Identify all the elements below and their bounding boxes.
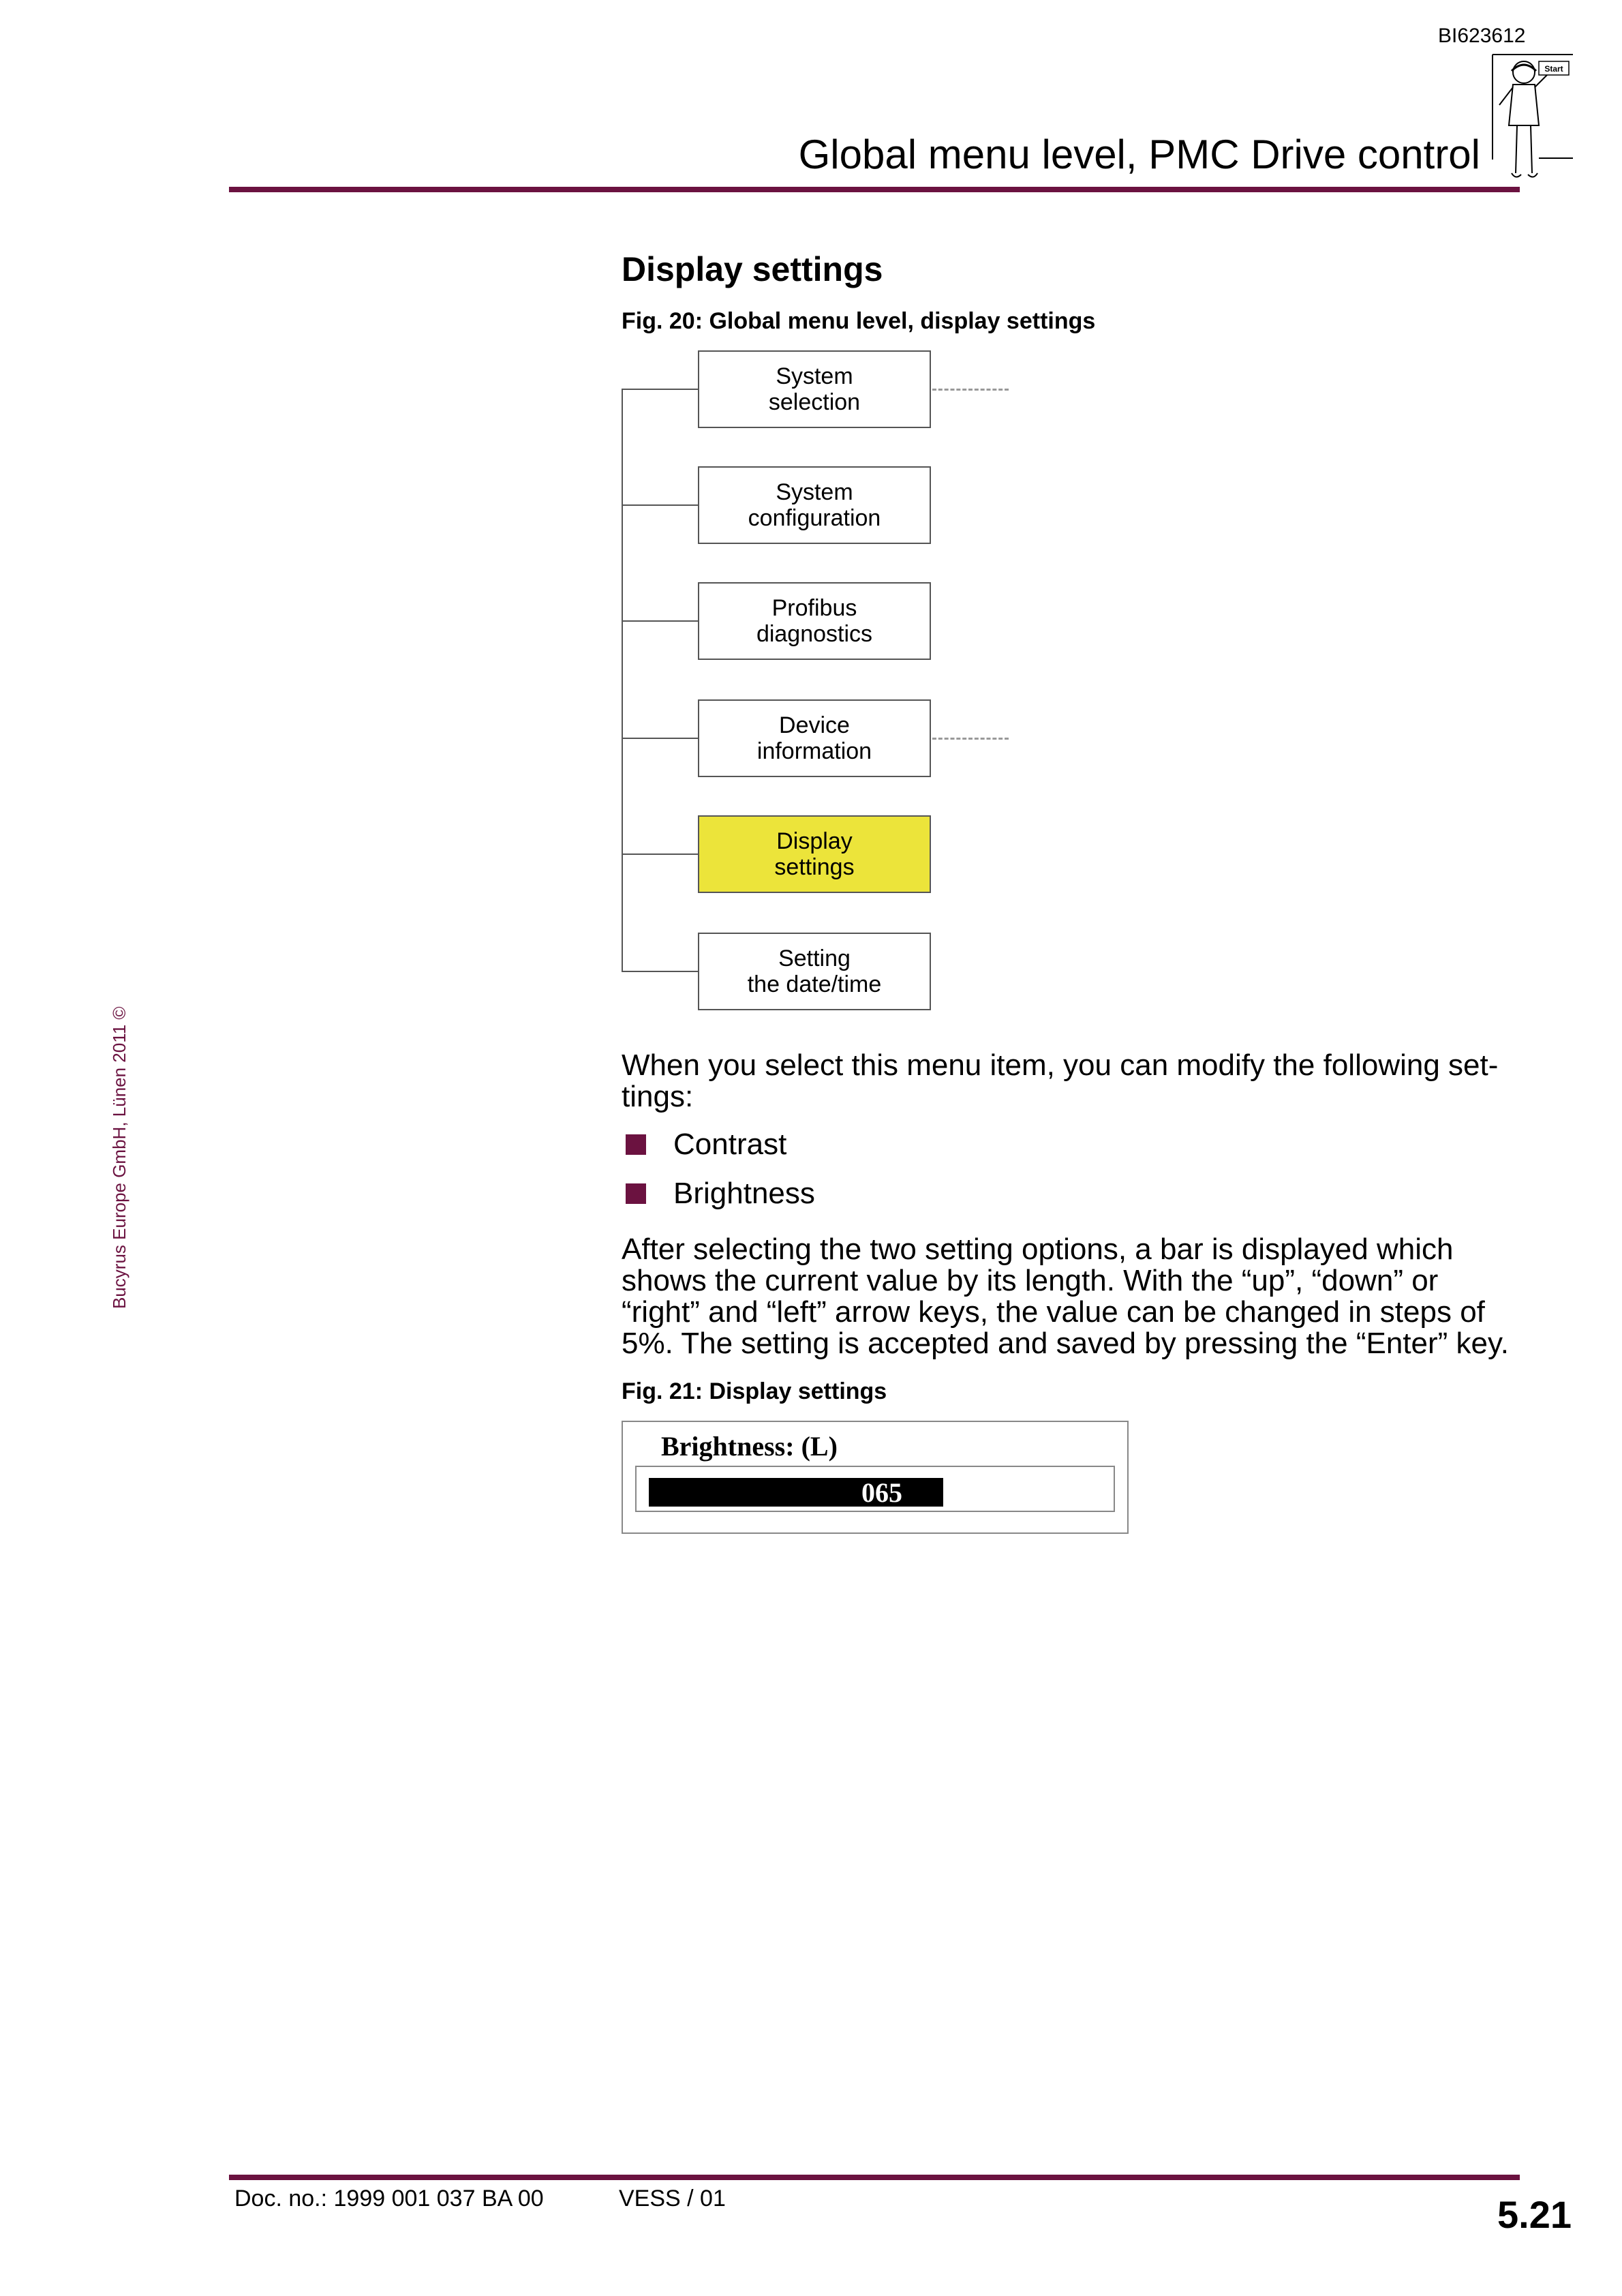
section-heading: Display settings: [622, 250, 883, 288]
tree-branch-line: [622, 389, 698, 390]
figure-21-caption: Fig. 21: Display settings: [622, 1378, 887, 1404]
footer-rule: [229, 2175, 1520, 2180]
continuation-dash: [932, 738, 1009, 740]
menu-item-device-information: [698, 699, 931, 777]
menu-item-line: Profibus: [771, 595, 857, 621]
start-figure-icon: [1491, 50, 1574, 187]
explanation-paragraph: After selecting the two setting options, a bar is displayed which shows the current value by its length. With the “up”, “down” or “right” and “left” arrow keys, the value can be changed in steps of 5%. The setting is accepted and saved by pressing the “Enter” key.: [622, 1233, 1509, 1360]
brightness-value: 065: [861, 1477, 902, 1508]
header-rule: [229, 187, 1520, 192]
figure-20-caption: Fig. 20: Global menu level, display settings: [622, 308, 1096, 334]
brightness-bar: [649, 1478, 943, 1507]
document-number: Doc. no.: 1999 001 037 BA 00: [234, 2186, 544, 2211]
menu-item-line: settings: [774, 854, 855, 880]
bullet-item: [626, 1128, 786, 1162]
document-id: BI623612: [1438, 25, 1526, 47]
menu-item-system-configuration: [698, 466, 931, 544]
menu-item-line: selection: [768, 389, 861, 415]
menu-item-line: configuration: [748, 505, 881, 531]
bullet-text: Contrast: [673, 1128, 787, 1161]
page-title: Global menu level, PMC Drive control: [798, 132, 1480, 177]
menu-item-line: Display: [776, 828, 853, 854]
tree-branch-line: [622, 854, 698, 855]
brightness-label: Brightness: (L): [661, 1431, 838, 1462]
copyright-notice: Bucyrus Europe GmbH, Lünen 2011 ©: [109, 1006, 129, 1309]
version-label: VESS / 01: [619, 2186, 726, 2211]
bullet-square-icon: [626, 1183, 646, 1204]
menu-item-line: Setting: [778, 946, 851, 971]
tree-branch-line: [622, 738, 698, 739]
menu-item-line: information: [756, 738, 872, 764]
logo-start-text: Start: [1544, 64, 1563, 74]
bullet-item: [626, 1177, 815, 1211]
menu-item-line: System: [776, 479, 853, 505]
tree-branch-line: [622, 504, 698, 506]
menu-item-system-selection: [698, 350, 931, 428]
menu-item-line: System: [776, 363, 853, 389]
bullet-text: Brightness: [673, 1177, 815, 1210]
tree-trunk-line: [622, 389, 623, 972]
menu-item-setting-date-time: [698, 933, 931, 1010]
menu-item-display-settings: [698, 815, 931, 893]
continuation-dash: [932, 389, 1009, 391]
tree-branch-line: [622, 971, 698, 972]
menu-item-line: the date/time: [747, 971, 882, 997]
tree-branch-line: [622, 620, 698, 622]
menu-item-line: Device: [779, 712, 850, 738]
display-settings-screen: [622, 1421, 1129, 1534]
menu-item-profibus-diagnostics: [698, 582, 931, 660]
menu-item-line: diagnostics: [756, 621, 873, 647]
intro-paragraph: When you select this menu item, you can modify the following set-tings:: [622, 1048, 1499, 1113]
brightness-bar-frame: [635, 1466, 1115, 1512]
page-number: 5.21: [1497, 2193, 1572, 2236]
bullet-square-icon: [626, 1134, 646, 1155]
